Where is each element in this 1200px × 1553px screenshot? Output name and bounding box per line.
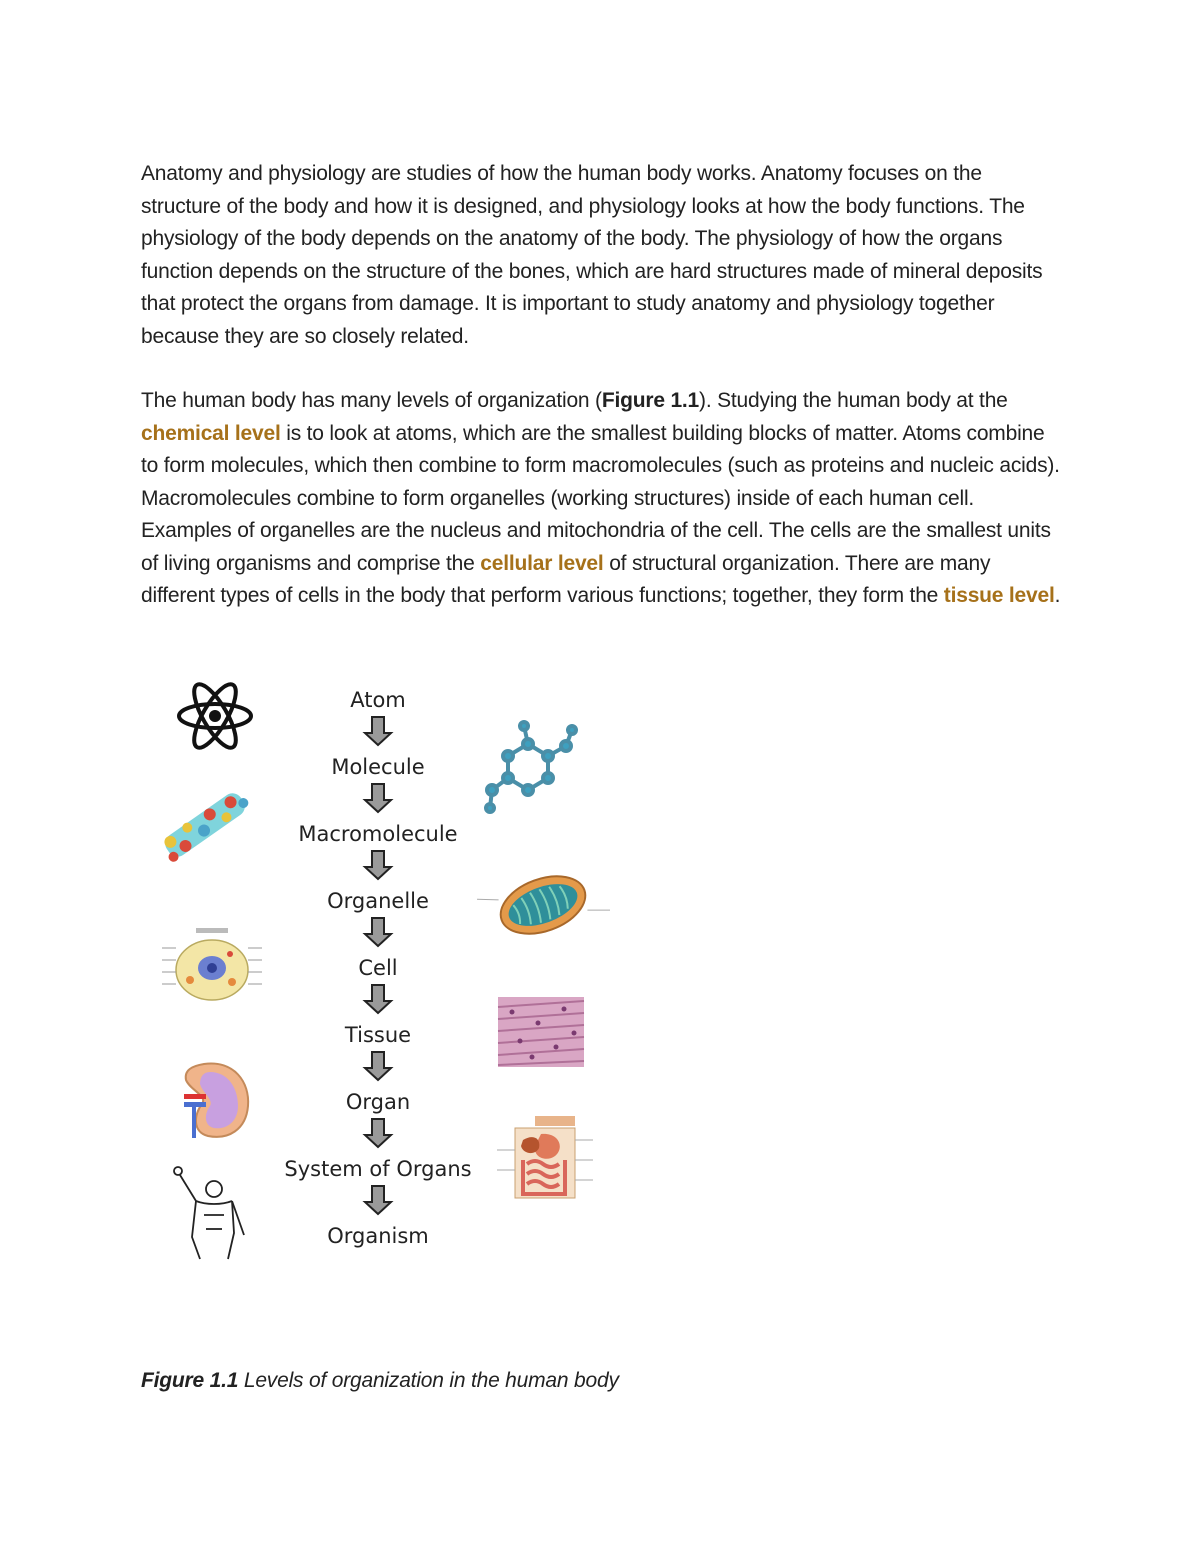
level-label: Cell xyxy=(358,956,398,980)
para2-text-2: ). Studying the human body at the xyxy=(699,389,1008,412)
macromolecule-icon xyxy=(157,786,252,864)
keyword-chemical-level: chemical level xyxy=(141,421,281,445)
down-arrow-icon xyxy=(365,918,391,946)
molecule-icon xyxy=(486,722,576,812)
organ-system-icon xyxy=(497,1116,593,1198)
level-label: Tissue xyxy=(344,1023,412,1047)
atom-icon xyxy=(179,680,251,753)
organism-icon xyxy=(174,1167,244,1259)
cell-icon xyxy=(162,928,262,1000)
figure-graphic xyxy=(150,680,610,1270)
organelle-icon xyxy=(477,857,610,951)
organization-paragraph xyxy=(141,385,1061,613)
organ-icon xyxy=(184,1064,248,1138)
para2-text-4: of structural organization. There are many different types of cells in the body that perform various functions; together, they form the xyxy=(141,551,991,607)
level-label: Organism xyxy=(327,1224,429,1248)
down-arrow-icon xyxy=(365,1119,391,1147)
para2-text-5: . xyxy=(1054,584,1061,607)
level-label: Macromolecule xyxy=(298,822,458,846)
level-label: Organ xyxy=(345,1090,411,1114)
para2-text-3: is to look at atoms, which are the smallest building blocks of matter. Atoms combine to form molecules, which then combine to form macromolecules (such as proteins and nucleic acids). Macromolecules combine to form organelles (working structures) inside of each human cell. Examples of organelles are the nucleus and mitochondria of the cell. The cells are the smallest units of living organisms and comprise the xyxy=(141,421,1060,575)
level-label: System of Organs xyxy=(284,1157,472,1181)
down-arrow-icon xyxy=(365,784,391,812)
figure-reference: Figure 1.1 xyxy=(601,389,700,412)
intro-paragraph xyxy=(141,158,1061,353)
level-label: Organelle xyxy=(327,889,429,913)
down-arrow-icon xyxy=(365,1186,391,1214)
caption-text: Levels of organization in the human body xyxy=(238,1369,619,1392)
tissue-icon xyxy=(498,997,584,1067)
down-arrow-icon xyxy=(365,985,391,1013)
keyword-cellular-level: cellular level xyxy=(480,551,604,575)
para2-text-1: The human body has many levels of organization ( xyxy=(141,389,602,412)
down-arrow-icon xyxy=(365,1052,391,1080)
level-label: Atom xyxy=(350,688,406,712)
level-label: Molecule xyxy=(331,755,425,779)
down-arrow-icon xyxy=(365,851,391,879)
intro-paragraph-text: Anatomy and physiology are studies of how the human body works. Anatomy focuses on the structure of the body and how it is designed, and physiology looks at how the body functions. The physiology of the body depends on the anatomy of the body. The physiology of how the organs function depends on the structure of the bones, which are hard structures made of mineral deposits that protect the organs from damage. It is important to study anatomy and physiology together because they are so closely related. xyxy=(141,162,1043,348)
keyword-tissue-level: tissue level xyxy=(943,584,1055,607)
down-arrow-icon xyxy=(365,717,391,745)
caption-label: Figure 1.1 xyxy=(141,1369,239,1392)
levels-of-organization-figure xyxy=(150,680,610,1270)
figure-caption xyxy=(141,1369,619,1393)
